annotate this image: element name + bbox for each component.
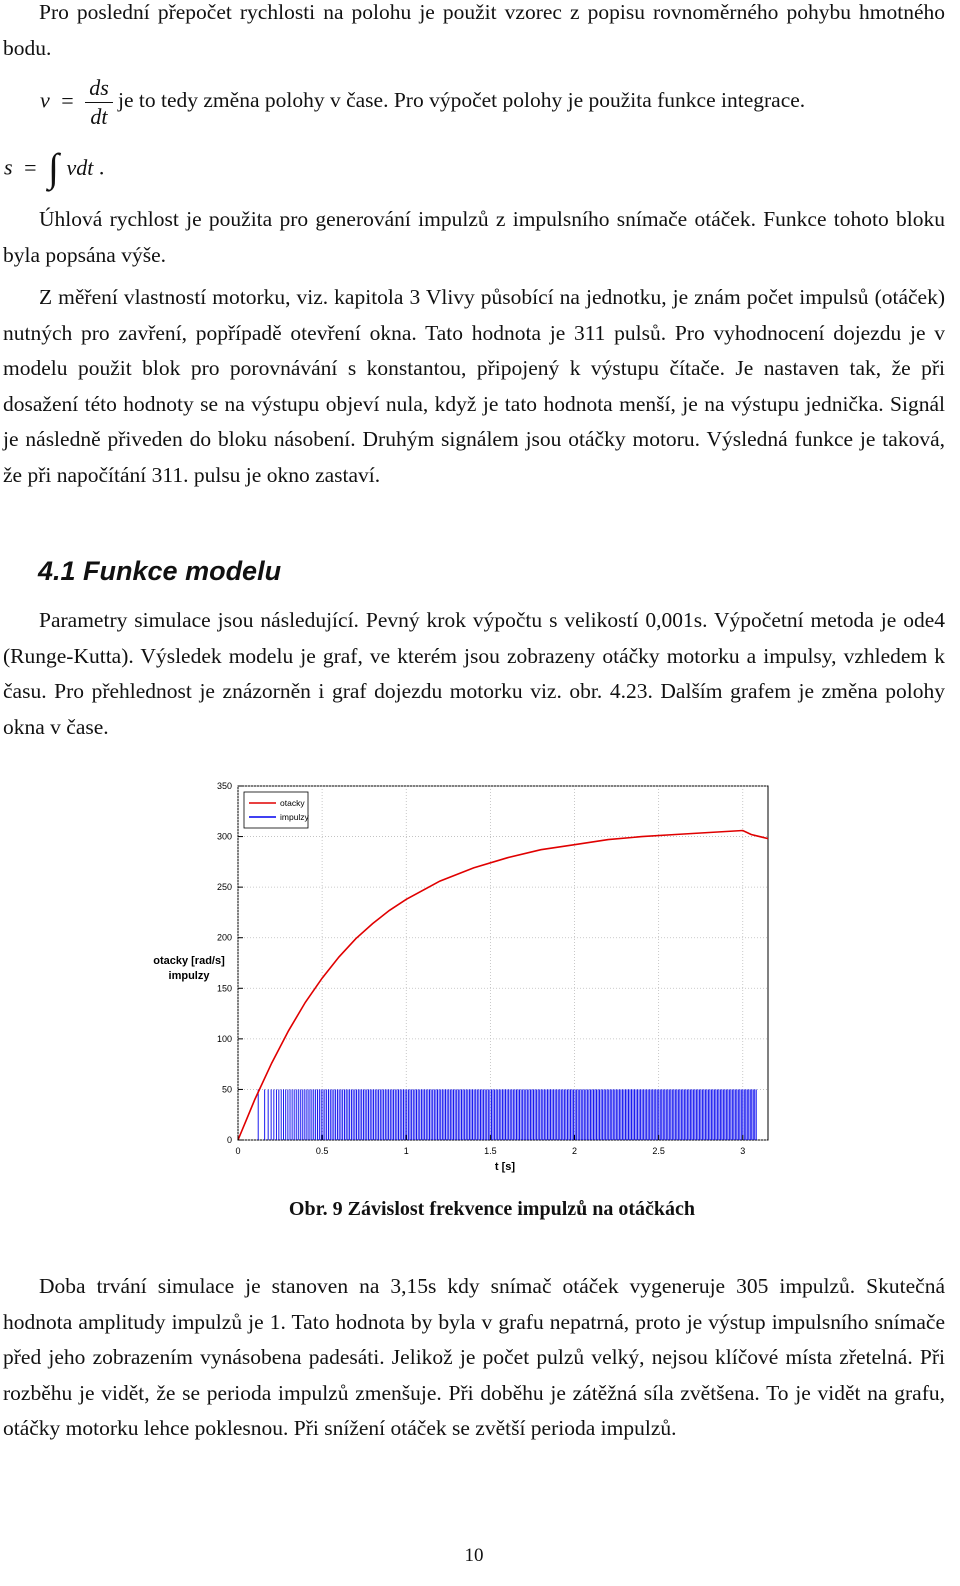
y-axis-label-line1: otacky [rad/s]	[153, 955, 225, 967]
paragraph-3-text: Z měření vlastností motorku, viz. kapitola 3 Vlivy působící na jednotku, je znám počet impulsů (otáček) nutných pro zavření, popřípadě otevření okna. Tato hodnota je 311 pulsů. Pro vyhodnocení dojezdu je v modelu použit blok pro porovnávání s konstantou, připojený k výstupu čítače. Je nastaven tak, že při dosažení této hodnoty se na výstupu objeví nula, když je tato hodnota menší, je na výstupu jednička. Signál je následně přiveden do bloku násobení. Druhým signálem jsou otáčky motoru. Výsledná funkce je taková, že při napočítání 311. pulsu je okno zastaví.	[3, 285, 945, 487]
y-tick-label: 200	[216, 932, 232, 943]
eq1-lhs: v	[40, 87, 50, 113]
x-axis-label: t [s]	[494, 1161, 516, 1173]
y-axis-label-line2: impulzy	[168, 970, 210, 982]
paragraph-4-text: Parametry simulace jsou následující. Pevný krok výpočtu s velikostí 0,001s. Výpočetní metoda je ode4 (Runge-Kutta). Výsledek modelu je graf, ve kterém jsou zobrazeny otáčky motorku a impulsy, vzhledem k času. Pro přehlednost je znázorněn i graf dojezdu motorku viz. obr. 4.23. Dalším grafem je změna polohy okna v čase.	[3, 608, 945, 739]
y-tick-label: 150	[216, 983, 232, 994]
y-tick-label: 350	[216, 781, 232, 791]
paragraph-2	[3, 202, 945, 273]
x-tick-label: 0.5	[315, 1146, 329, 1156]
paragraph-5	[3, 1269, 945, 1447]
eq2-body: vdt	[66, 154, 94, 180]
y-tick-label: 250	[216, 882, 232, 893]
eq1-equals: =	[61, 87, 74, 113]
plot-area	[238, 786, 768, 1140]
paragraph-4	[3, 603, 945, 745]
legend-label: otacky	[280, 798, 305, 808]
section-heading: 4.1 Funkce modelu	[38, 556, 282, 586]
x-tick-label: 2	[572, 1146, 578, 1156]
page-number: 10	[464, 1545, 484, 1566]
legend-label: impulzy	[280, 812, 309, 822]
eq2-equals: =	[24, 154, 37, 180]
equation-velocity-text: je to tedy změna polohy v čase. Pro výpočet polohy je použita funkce integrace.	[118, 88, 806, 112]
x-tick-label: 0	[235, 1146, 241, 1156]
x-tick-label: 2.5	[652, 1146, 665, 1156]
eq1-fraction	[85, 74, 113, 131]
x-tick-label: 3	[740, 1146, 746, 1156]
y-tick-label: 50	[221, 1084, 232, 1095]
eq2-lhs: s	[4, 154, 13, 180]
paragraph-3	[3, 280, 945, 494]
y-tick-label: 300	[216, 831, 232, 842]
paragraph-2-text: Úhlová rychlost je použita pro generování impulzů z impulsního snímače otáček. Funkce tohoto bloku byla popsána výše.	[3, 207, 945, 267]
y-tick-label: 100	[216, 1033, 232, 1044]
legend	[244, 792, 310, 828]
eq1-numerator: ds	[85, 74, 113, 103]
x-tick-label: 1.5	[484, 1146, 497, 1156]
paragraph-1-text: Pro poslední přepočet rychlosti na polohu je použit vzorec z popisu rovnoměrného pohybu hmotného bodu.	[3, 0, 945, 60]
integral-symbol: ∫	[47, 145, 59, 190]
equation-position	[4, 146, 104, 193]
x-tick-label: 1	[403, 1146, 409, 1156]
eq2-end: .	[98, 154, 105, 180]
y-tick-label: 0	[226, 1135, 232, 1145]
figure-caption: Obr. 9 Závislost frekvence impulzů na otáčkách	[288, 1198, 696, 1220]
paragraph-5-text: Doba trvání simulace je stanoven na 3,15s kdy snímač otáček vygeneruje 305 impulzů. Skutečná hodnota amplitudy impulzů je 1. Tato hodnota by byla v grafu nepatrná, proto je výstup impulsního snímače před jeho zobrazením vynásobena padesáti. Jelikož je počet pulzů velký, nejsou klíčové místa zřetelná. Při rozběhu je vidět, že se perioda impulzů zmenšuje. Při doběhu je zátěžná síla zvětšena. To je vidět na grafu, otáčky motorku lehce poklesnou. Při snížení otáček se zvětší perioda impulzů.	[3, 1274, 945, 1441]
equation-velocity	[40, 74, 113, 131]
paragraph-1	[3, 0, 945, 66]
eq1-denominator: dt	[90, 104, 108, 129]
figure-chart	[146, 776, 776, 1176]
